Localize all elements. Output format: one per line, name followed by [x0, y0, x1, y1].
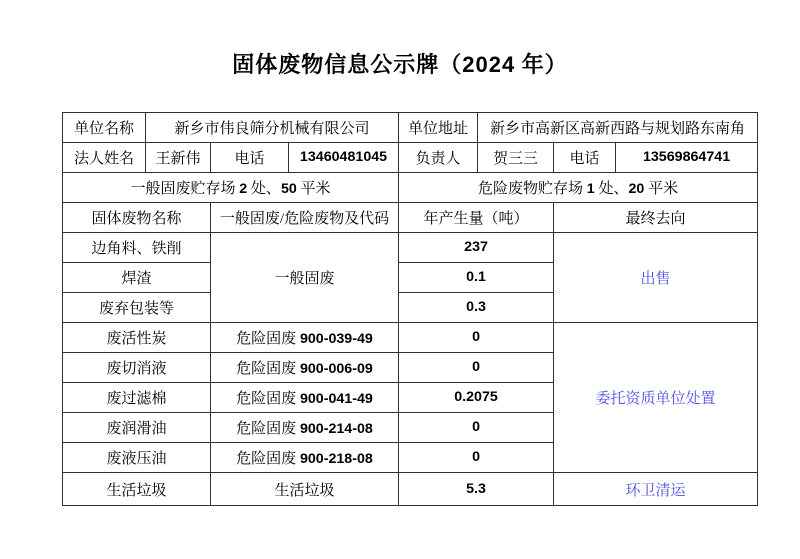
- waste-name-cell: 边角料、铁削: [63, 233, 211, 263]
- waste-code-cell: 生活垃圾: [211, 473, 399, 506]
- legal-phone-cell: 13460481045: [289, 143, 399, 173]
- unit-address-cell: 新乡市高新区高新西路与规划路东南角: [478, 113, 758, 143]
- unit-name-cell: 新乡市伟良筛分机械有限公司: [146, 113, 399, 143]
- page-title: 固体废物信息公示牌（2024 年）: [232, 52, 568, 77]
- waste-amount-cell: 0.3: [399, 293, 554, 323]
- header-waste-code-cell: 一般固废/危险废物及代码: [211, 203, 399, 233]
- header-destination-cell: 最终去向: [554, 203, 758, 233]
- waste-amount-cell: 0: [399, 353, 554, 383]
- waste-destination-cell: 委托资质单位处置: [554, 323, 758, 473]
- waste-name-cell: 废弃包装等: [63, 293, 211, 323]
- waste-amount-cell: 0.2075: [399, 383, 554, 413]
- table-row-contacts: [63, 143, 758, 173]
- waste-code-cell: 危险固废 900-039-49: [211, 323, 399, 353]
- waste-code-cell: 危险固废 900-214-08: [211, 413, 399, 443]
- waste-amount-cell: 5.3: [399, 473, 554, 506]
- table-row-header: [63, 203, 758, 233]
- waste-amount-cell: 0: [399, 413, 554, 443]
- unit-name-label-cell: 单位名称: [63, 113, 146, 143]
- hazardous-storage-cell: 危险废物贮存场 1 处、20 平米: [399, 173, 758, 203]
- table-row-unit: [63, 113, 758, 143]
- waste-amount-cell: 0.1: [399, 263, 554, 293]
- waste-name-cell: 废润滑油: [63, 413, 211, 443]
- waste-name-cell: 焊渣: [63, 263, 211, 293]
- manager-phone-cell: 13569864741: [616, 143, 758, 173]
- manager-label-cell: 负责人: [399, 143, 478, 173]
- unit-address-label-cell: 单位地址: [399, 113, 478, 143]
- header-waste-name-cell: 固体废物名称: [63, 203, 211, 233]
- waste-destination-cell: 出售: [554, 233, 758, 323]
- waste-code-cell: 危险固废 900-218-08: [211, 443, 399, 473]
- waste-code-cell: 一般固废: [211, 233, 399, 323]
- waste-info-table: [62, 112, 758, 506]
- table-row: [63, 233, 758, 263]
- legal-name-cell: 王新伟: [146, 143, 211, 173]
- table-row-storage: [63, 173, 758, 203]
- header-amount-cell: 年产生量（吨）: [399, 203, 554, 233]
- manager-name-cell: 贺三三: [478, 143, 554, 173]
- waste-amount-cell: 0: [399, 323, 554, 353]
- waste-name-cell: 生活垃圾: [63, 473, 211, 506]
- waste-name-cell: 废活性炭: [63, 323, 211, 353]
- waste-name-cell: 废过滤棉: [63, 383, 211, 413]
- manager-phone-label-cell: 电话: [554, 143, 616, 173]
- waste-code-cell: 危险固废 900-041-49: [211, 383, 399, 413]
- legal-name-label-cell: 法人姓名: [63, 143, 146, 173]
- waste-name-cell: 废液压油: [63, 443, 211, 473]
- waste-code-cell: 危险固废 900-006-09: [211, 353, 399, 383]
- general-storage-cell: 一般固废贮存场 2 处、50 平米: [63, 173, 399, 203]
- waste-destination-cell: 环卫清运: [554, 473, 758, 506]
- waste-amount-cell: 237: [399, 233, 554, 263]
- table-row: [63, 323, 758, 353]
- table-row: [63, 473, 758, 506]
- waste-amount-cell: 0: [399, 443, 554, 473]
- waste-name-cell: 废切消液: [63, 353, 211, 383]
- legal-phone-label-cell: 电话: [211, 143, 289, 173]
